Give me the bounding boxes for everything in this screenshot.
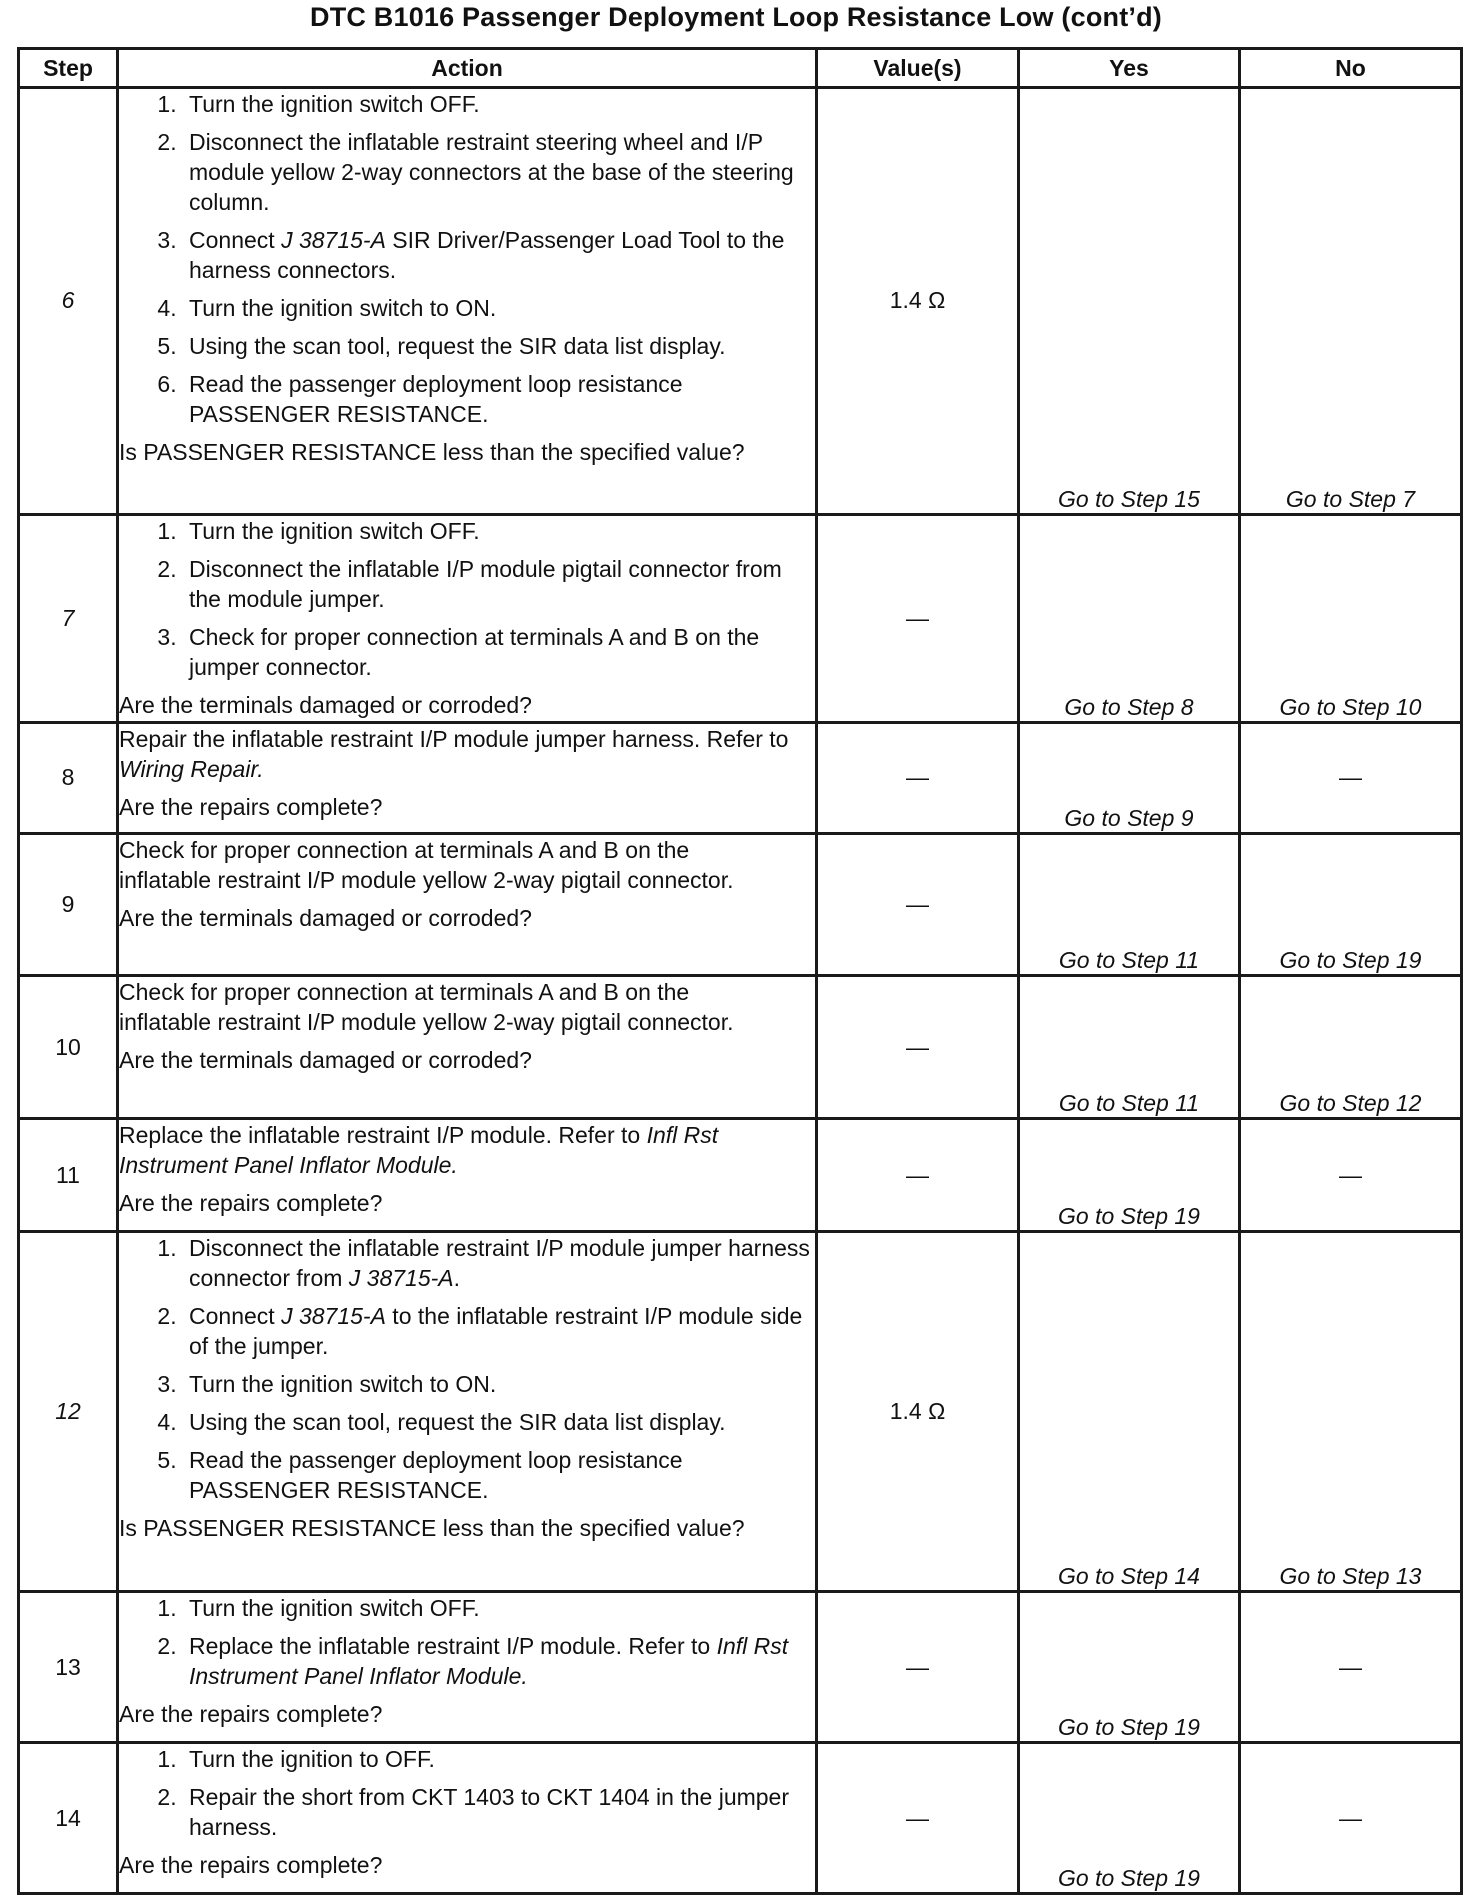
yes-link[interactable]: Go to Step 14	[1019, 1231, 1240, 1591]
action-cell	[118, 1231, 817, 1591]
list-item: 1. Turn the ignition switch OFF.	[183, 89, 815, 119]
value-cell: —	[817, 1119, 1019, 1232]
list-item: 2. Repair the short from CKT 1403 to CKT 1404 in the jumper harness.	[183, 1782, 815, 1842]
list-item	[183, 225, 815, 285]
question-text: Are the repairs complete?	[119, 1190, 383, 1217]
item-text: Disconnect the inflatable restraint I/P module jumper harness connector from	[189, 1234, 810, 1291]
action-cell	[118, 514, 817, 722]
value-cell: —	[817, 1743, 1019, 1894]
table-row-step-12	[19, 1231, 1462, 1591]
step-number: 11	[19, 1119, 118, 1232]
action-list	[119, 1593, 815, 1691]
question-text: Are the terminals damaged or corroded?	[119, 904, 532, 931]
item-text: Connect	[189, 227, 282, 253]
yes-link[interactable]: Go to Step 11	[1019, 833, 1240, 976]
table-row-step-6	[19, 88, 1462, 515]
action-list	[119, 516, 815, 682]
item-text: SIR Driver/Passenger Load Tool to the harness connectors.	[189, 227, 785, 283]
list-item: 6. Read the passenger deployment loop resistance PASSENGER RESISTANCE.	[183, 369, 815, 429]
inflator-module-link[interactable]: Infl Rst Instrument Panel Inflator Module.	[189, 1633, 789, 1690]
question-text: Are the terminals damaged or corroded?	[119, 1047, 532, 1074]
list-item: 2. Disconnect the inflatable I/P module pigtail connector from the module jumper.	[183, 554, 815, 614]
action-list	[119, 1744, 815, 1842]
value-cell: —	[817, 722, 1019, 833]
table-row-step-7	[19, 514, 1462, 722]
item-text: Replace the inflatable restraint I/P module. Refer to	[119, 1122, 647, 1149]
yes-link[interactable]: Go to Step 8	[1019, 514, 1240, 722]
wiring-repair-link[interactable]: Wiring Repair.	[119, 755, 264, 782]
question-text: Are the repairs complete?	[119, 793, 383, 820]
yes-link[interactable]: Go to Step 11	[1019, 976, 1240, 1119]
item-text: Repair the inflatable restraint I/P module jumper harness. Refer to	[119, 725, 789, 752]
list-item: 5. Using the scan tool, request the SIR data list display.	[183, 331, 815, 361]
no-link[interactable]: Go to Step 7	[1240, 88, 1462, 515]
table-row-step-14	[19, 1743, 1462, 1894]
question-text: Are the repairs complete?	[119, 1852, 383, 1879]
value-cell: —	[817, 1592, 1019, 1743]
inflator-module-link[interactable]: Infl Rst Instrument Panel Inflator Module.	[119, 1122, 719, 1179]
step-number: 9	[19, 833, 118, 976]
item-text: Replace the inflatable restraint I/P module. Refer to	[189, 1633, 717, 1660]
yes-link[interactable]: Go to Step 19	[1019, 1743, 1240, 1894]
action-list	[119, 89, 815, 429]
action-cell	[118, 1743, 817, 1894]
value-cell: —	[817, 833, 1019, 976]
list-item: 3. Turn the ignition switch to ON.	[183, 1369, 815, 1399]
action-text: Check for proper connection at terminals A and B on the inflatable restraint I/P module yellow 2-way pigtail connector.	[119, 836, 734, 893]
table-row-step-13	[19, 1592, 1462, 1743]
column-header-values: Value(s)	[817, 49, 1019, 88]
table-row-step-10	[19, 976, 1462, 1119]
action-cell	[118, 722, 817, 833]
list-item: 1. Turn the ignition to OFF.	[183, 1744, 815, 1774]
question-text: Is PASSENGER RESISTANCE less than the specified value?	[119, 439, 745, 465]
diagnostic-table	[17, 47, 1463, 1895]
value-cell: —	[817, 976, 1019, 1119]
table-row-step-9	[19, 833, 1462, 976]
step-number: 8	[19, 722, 118, 833]
list-item: 4. Using the scan tool, request the SIR data list display.	[183, 1407, 815, 1437]
list-item: 2. Disconnect the inflatable restraint steering wheel and I/P module yellow 2-way connectors at the base of the steering column.	[183, 127, 815, 217]
action-text	[119, 1120, 815, 1180]
action-text	[119, 724, 815, 784]
no-link: —	[1240, 1592, 1462, 1743]
page-title: DTC B1016 Passenger Deployment Loop Resistance Low (cont’d)	[310, 2, 1162, 32]
action-cell	[118, 976, 817, 1119]
no-link[interactable]: Go to Step 12	[1240, 976, 1462, 1119]
no-link: —	[1240, 1743, 1462, 1894]
list-item: 1. Turn the ignition switch OFF.	[183, 516, 815, 546]
list-item: 4. Turn the ignition switch to ON.	[183, 293, 815, 323]
question-text: Are the terminals damaged or corroded?	[119, 691, 532, 718]
no-link[interactable]: Go to Step 19	[1240, 833, 1462, 976]
column-header-yes: Yes	[1019, 49, 1240, 88]
list-item: 5. Read the passenger deployment loop resistance PASSENGER RESISTANCE.	[183, 1445, 815, 1505]
list-item	[183, 1233, 815, 1293]
action-cell	[118, 1592, 817, 1743]
item-text: .	[453, 1264, 461, 1291]
action-cell	[118, 833, 817, 976]
yes-link[interactable]: Go to Step 19	[1019, 1592, 1240, 1743]
list-item: 3. Check for proper connection at terminals A and B on the jumper connector.	[183, 622, 815, 682]
table-row-step-8	[19, 722, 1462, 833]
step-number: 14	[19, 1743, 118, 1894]
list-item: 1. Turn the ignition switch OFF.	[183, 1593, 815, 1623]
yes-link[interactable]: Go to Step 19	[1019, 1119, 1240, 1232]
value-cell: 1.4 Ω	[817, 88, 1019, 515]
step-number: 6	[19, 88, 118, 515]
step-number: 7	[19, 514, 118, 722]
action-list	[119, 1233, 815, 1505]
tool-reference: J 38715-A	[281, 227, 386, 253]
yes-link[interactable]: Go to Step 9	[1019, 722, 1240, 833]
yes-link[interactable]: Go to Step 15	[1019, 88, 1240, 515]
step-number: 13	[19, 1592, 118, 1743]
action-cell	[118, 1119, 817, 1232]
step-number: 12	[19, 1231, 118, 1591]
column-header-step: Step	[19, 49, 118, 88]
value-cell: 1.4 Ω	[817, 1231, 1019, 1591]
column-header-no: No	[1240, 49, 1462, 88]
no-link[interactable]: Go to Step 10	[1240, 514, 1462, 722]
tool-reference: J 38715-A	[281, 1302, 386, 1329]
list-item	[183, 1301, 815, 1361]
value-cell: —	[817, 514, 1019, 722]
item-text: to the inflatable restraint I/P module side of the jumper.	[189, 1302, 803, 1359]
no-link: —	[1240, 1119, 1462, 1232]
no-link: —	[1240, 722, 1462, 833]
question-text: Is PASSENGER RESISTANCE less than the specified value?	[119, 1514, 745, 1541]
action-text: Check for proper connection at terminals A and B on the inflatable restraint I/P module yellow 2-way pigtail connector.	[119, 979, 734, 1036]
column-header-action: Action	[118, 49, 817, 88]
table-row-step-11	[19, 1119, 1462, 1232]
list-item	[183, 1631, 815, 1691]
tool-reference: J 38715-A	[348, 1264, 454, 1291]
item-text: Connect	[189, 1302, 282, 1329]
table-header-row	[19, 49, 1462, 88]
action-cell	[118, 88, 817, 515]
step-number: 10	[19, 976, 118, 1119]
no-link[interactable]: Go to Step 13	[1240, 1231, 1462, 1591]
question-text: Are the repairs complete?	[119, 1701, 383, 1728]
